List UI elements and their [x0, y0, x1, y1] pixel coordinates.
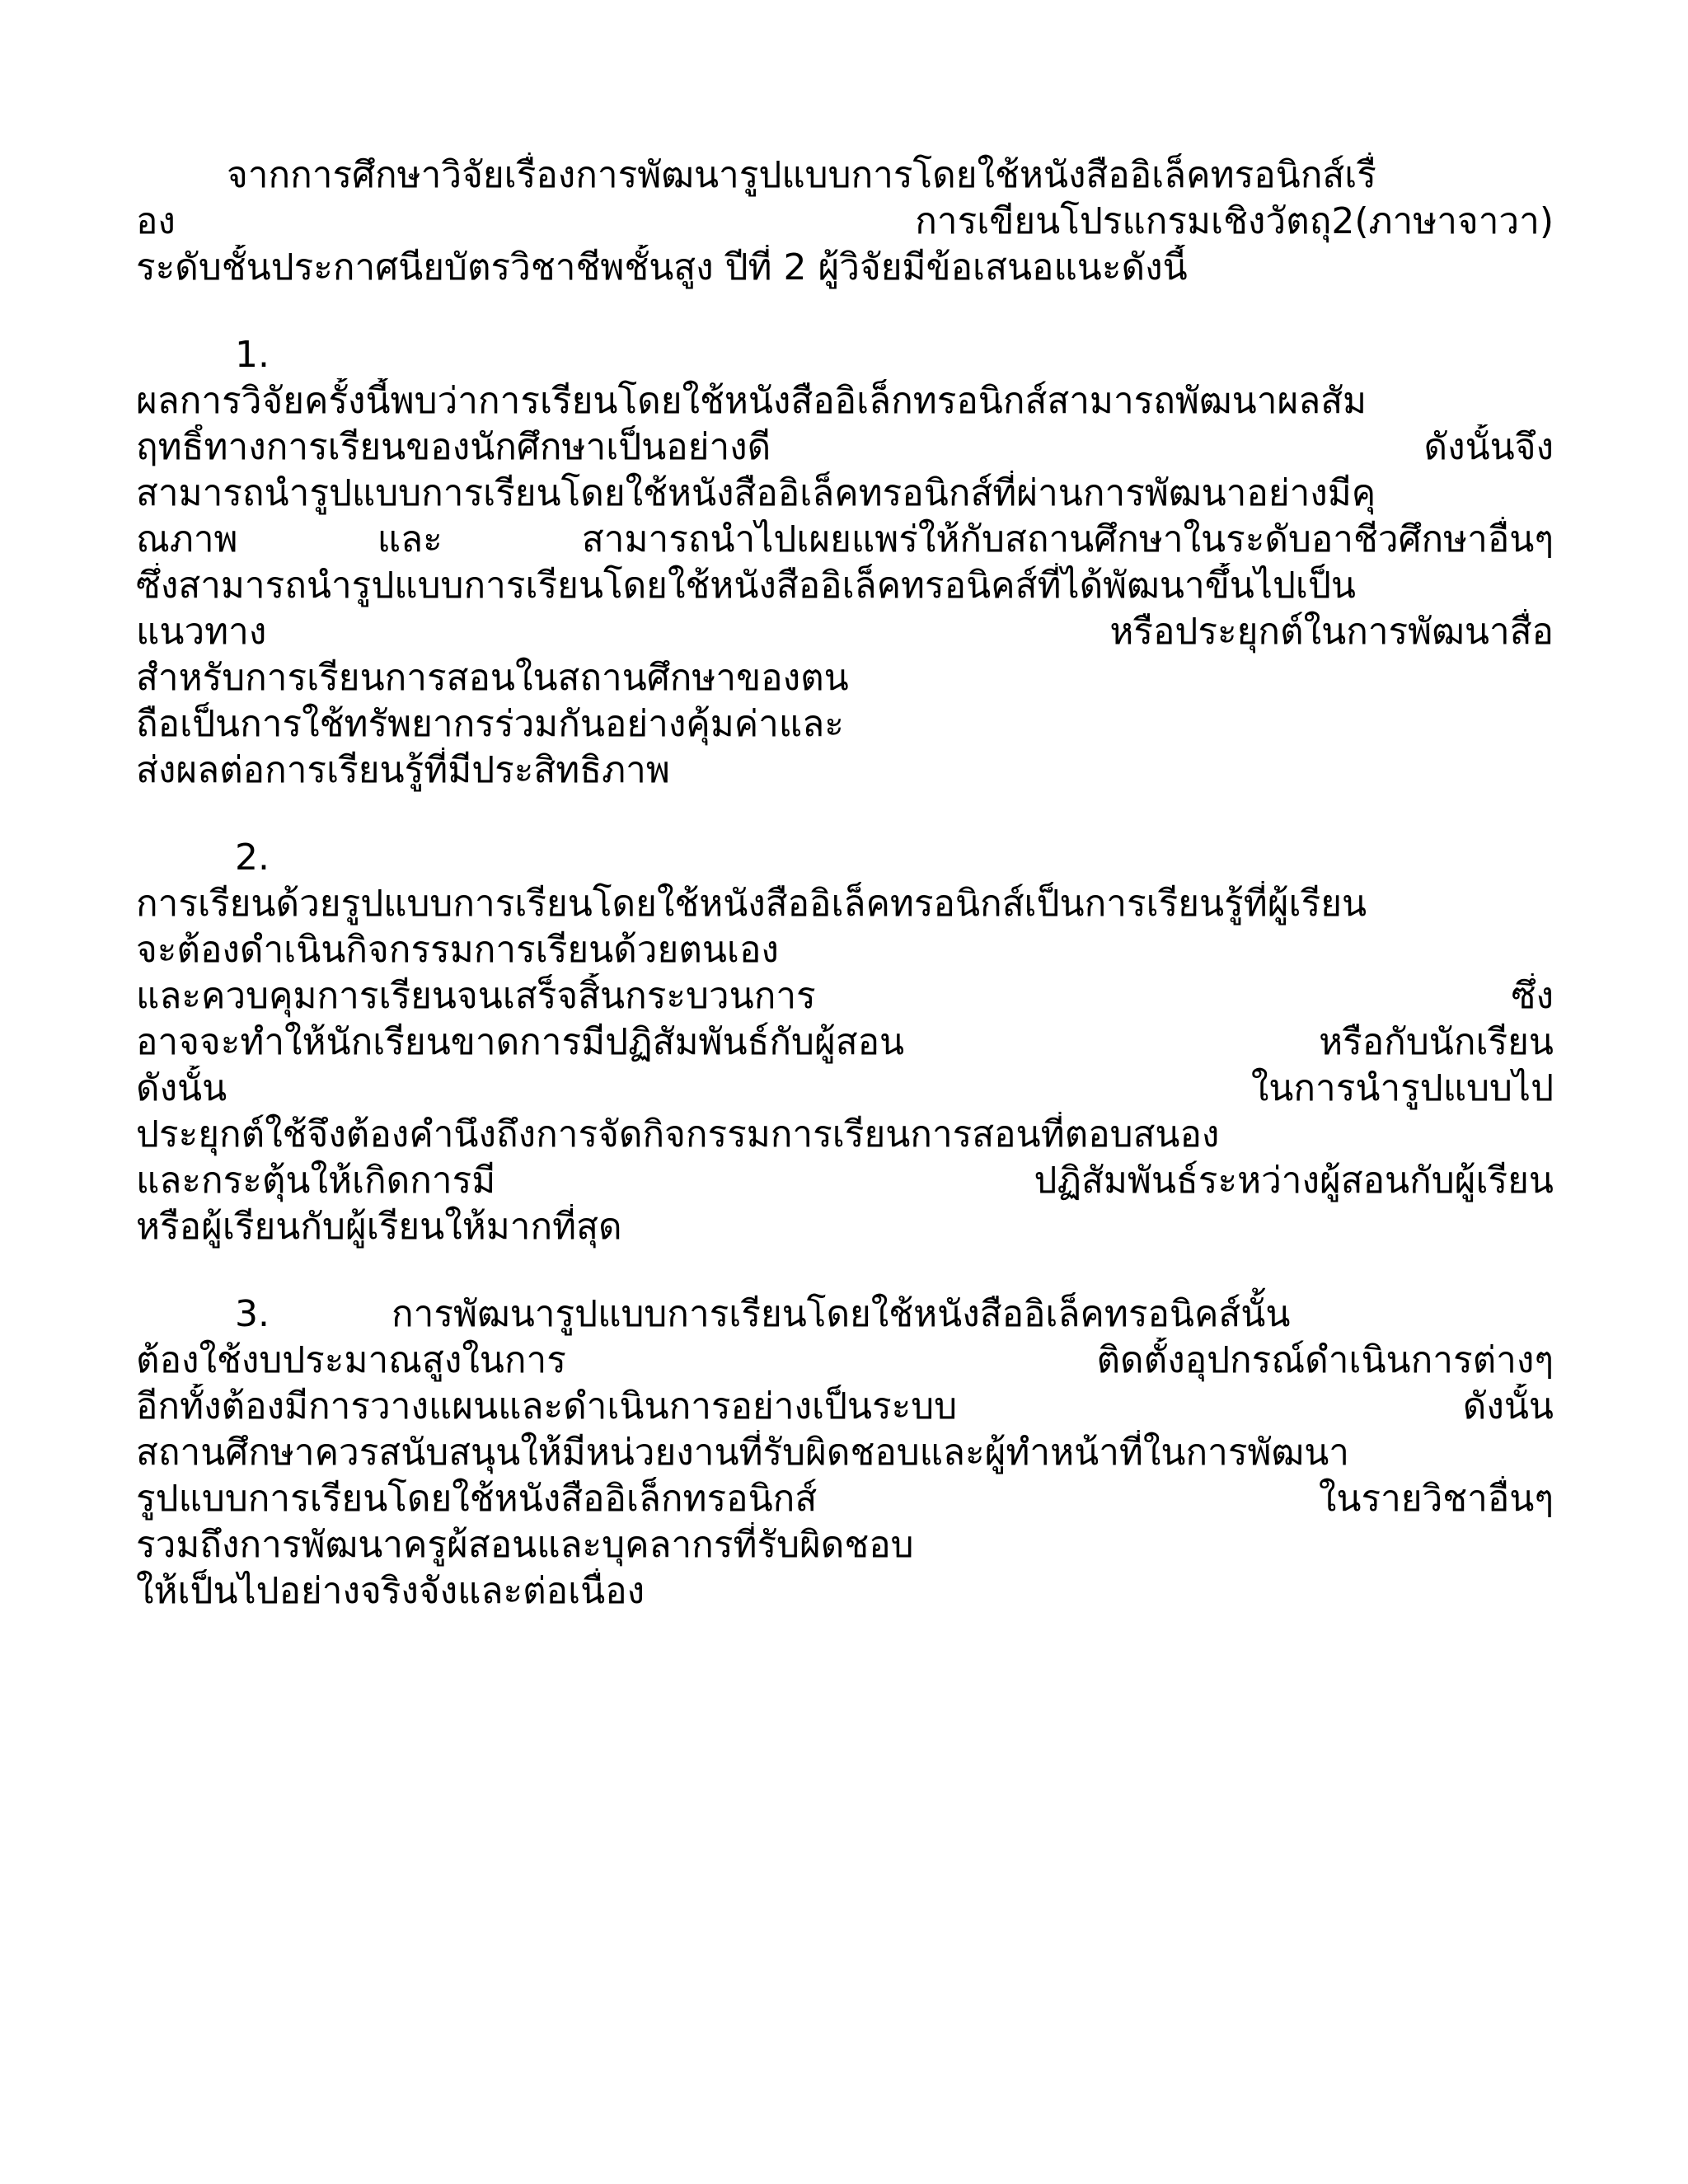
item-2-line-3: และควบคุมการเรียนจนเสร็จสิ้นกระบวนการ ซึ่ง — [136, 975, 1554, 1017]
item-1-line-1: ผลการวิจัยครั้งนี้พบว่าการเรียนโดยใช้หนังสืออิเล็กทรอนิกส์สามารถพัฒนาผลสัม — [136, 380, 1367, 422]
item-1-line-8: ถือเป็นการใช้ทรัพยากรร่วมกันอย่างคุ้มค่าและ — [136, 703, 844, 745]
item-3-line-5: รวมถึงการพัฒนาครูผ้สอนและบุคลากรที่รับผิดชอบ — [136, 1524, 914, 1566]
item-2-line-7: และกระตุ้นให้เกิดการมี ปฏิสัมพันธ์ระหว่างผู้สอนกับผู้เรียน — [136, 1160, 1554, 1202]
item-1-line-9: ส่งผลต่อการเรียนรู้ที่มีประสิทธิภาพ — [136, 749, 670, 791]
item-3-line-4: รูปแบบการเรียนโดยใช้หนังสืออิเล็กทรอนิกส์ ในรายวิชาอื่นๆ — [136, 1478, 1554, 1520]
item-1-line-3: สามารถนำรูปแบบการเรียนโดยใช้หนังสืออิเล็คทรอนิกส์ที่ผ่านการพัฒนาอย่างมีคุ — [136, 472, 1376, 514]
item-number: 2. — [235, 837, 270, 879]
item-2-line-1: การเรียนด้วยรูปแบบการเรียนโดยใช้หนังสืออิเล็คทรอนิกส์เป็นการเรียนรู้ที่ผู้เรียน — [136, 883, 1367, 925]
item-3-line-1: ต้องใช้งบประมาณสูงในการ ติดตั้งอุปกรณ์ดำเนินการต่างๆ — [136, 1339, 1554, 1381]
item-1-line-2: ฤทธิ์ทางการเรียนของนักศึกษาเป็นอย่างดี ดังนั้นจึง — [136, 426, 1554, 468]
item-3-first-row — [136, 1291, 1554, 1338]
item-1-line-6: แนวทาง หรือประยุกต์ในการพัฒนาสื่อ — [136, 611, 1554, 653]
item-3-line-3: สถานศึกษาควรสนับสนุนให้มีหน่วยงานที่รับผิดชอบและผู้ทำหน้าที่ในการพัฒนา — [136, 1432, 1350, 1474]
item-1-line-4: ณภาพ และ สามารถนำไปเผยแพร่ให้กับสถานศึกษาในระดับอาชีวศึกษาอื่นๆ — [136, 518, 1554, 560]
item-number: 1. — [235, 334, 270, 376]
intro-line-2: อง การเขียนโปรแกรมเชิงวัตถุ2(ภาษาจาวา) — [136, 200, 1554, 242]
document-page — [136, 152, 1554, 1615]
paragraph-gap — [136, 291, 1554, 332]
item-2-line-8: หรือผู้เรียนกับผู้เรียนให้มากที่สุด — [136, 1206, 622, 1248]
intro-line-3: ระดับชั้นประกาศนียบัตรวิชาชีพชั้นสูง ปีที่ 2 ผู้วิจัยมีข้อเสนอแนะดังนี้ — [136, 246, 1188, 288]
item-1-line-7: สำหรับการเรียนการสอนในสถานศึกษาของตน — [136, 657, 849, 699]
item-1-line-5: ซึ่งสามารถนำรูปแบบการเรียนโดยใช้หนังสืออิเล็คทรอนิคส์ที่ได้พัฒนาขึ้นไปเป็น — [136, 565, 1356, 607]
item-3-line-6: ให้เป็นไปอย่างจริงจังและต่อเนื่อง — [136, 1570, 645, 1612]
item-3-line-2: อีกทั้งต้องมีการวางแผนและดำเนินการอย่างเป็นระบบ ดังนั้น — [136, 1385, 1554, 1427]
item-3-first-line: การพัฒนารูปแบบการเรียนโดยใช้หนังสืออิเล็คทรอนิคส์นั้น — [392, 1293, 1291, 1335]
recommendation-item-3 — [136, 1291, 1554, 1615]
item-2-line-2: จะต้องดำเนินกิจกรรมการเรียนด้วยตนเอง — [136, 929, 779, 971]
paragraph-gap — [136, 1250, 1554, 1291]
item-2-line-6: ประยุกต์ใช้จึงต้องคำนึงถึงการจัดกิจกรรมการเรียนการสอนที่ตอบสนอง — [136, 1113, 1220, 1155]
paragraph-gap — [136, 794, 1554, 835]
recommendation-item-1 — [136, 332, 1554, 794]
recommendation-item-2 — [136, 835, 1554, 1250]
item-2-line-4: อาจจะทำให้นักเรียนขาดการมีปฏิสัมพันธ์กับผู้สอน หรือกับนักเรียน — [136, 1021, 1554, 1063]
item-number: 3. — [235, 1293, 270, 1335]
item-2-line-5: ดังนั้น ในการนำรูปแบบไป — [136, 1067, 1554, 1109]
intro-paragraph — [136, 152, 1554, 291]
intro-line-1: จากการศึกษาวิจัยเรื่องการพัฒนารูปแบบการโดยใช้หนังสืออิเล็คทรอนิกส์เรื่ — [227, 154, 1376, 196]
